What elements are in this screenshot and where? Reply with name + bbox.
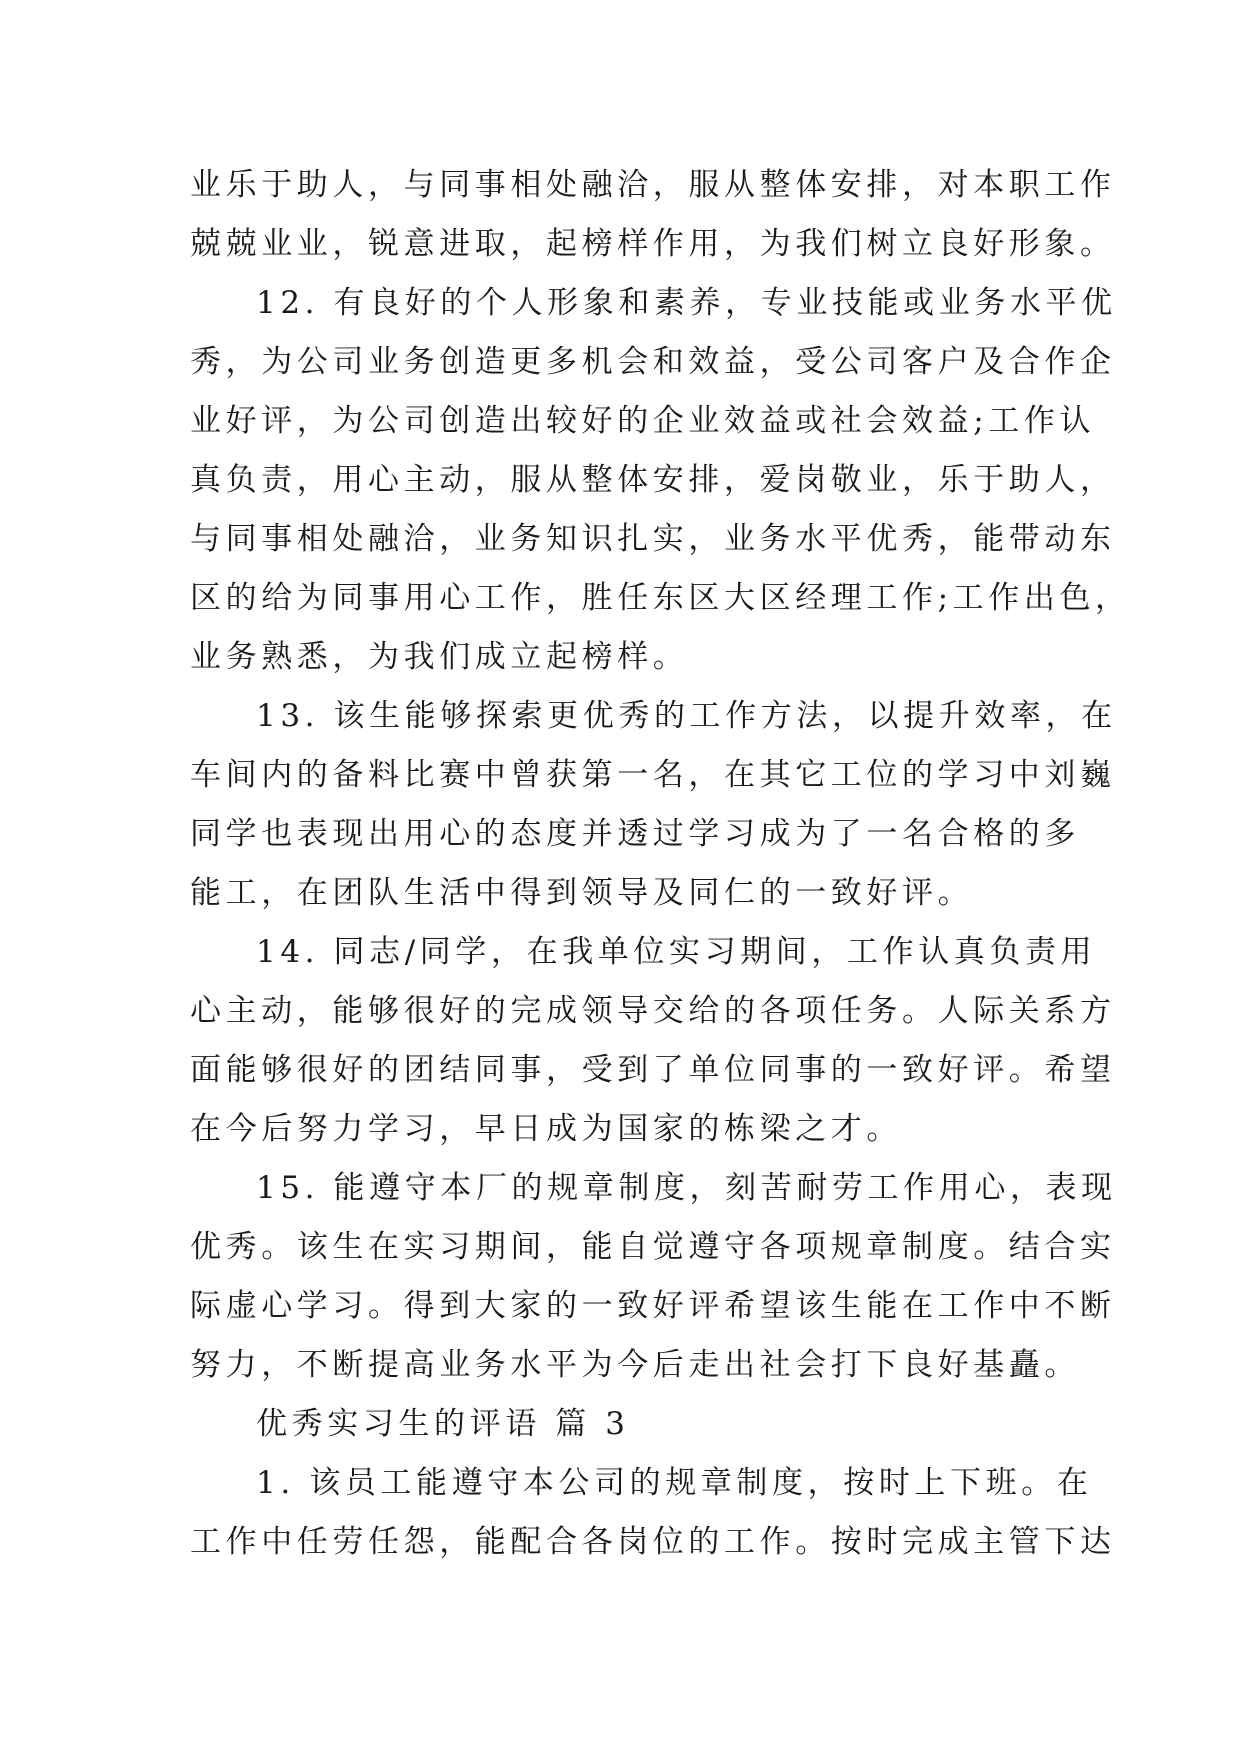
text-line: 优秀实习生的评语 篇 3 — [256, 1406, 630, 1442]
text-line: 秀，为公司业务创造更多机会和效益，受公司客户及合作企 — [190, 344, 1116, 380]
text-line: 14. 同志/同学，在我单位实习期间，工作认真负责用 — [256, 934, 1097, 970]
text-line: 优秀。该生在实习期间，能自觉遵守各项规章制度。结合实 — [190, 1229, 1116, 1265]
text-line: 13. 该生能够探索更优秀的工作方法，以提升效率，在 — [256, 698, 1117, 734]
document-body — [190, 156, 1131, 1572]
text-line: 在今后努力学习，早日成为国家的栋梁之才。 — [190, 1111, 902, 1147]
text-line: 面能够很好的团结同事，受到了单位同事的一致好评。希望 — [190, 1052, 1116, 1088]
text-line: 兢兢业业，锐意进取，起榜样作用，为我们树立良好形象。 — [190, 226, 1116, 262]
text-line: 12. 有良好的个人形象和素养，专业技能或业务水平优 — [256, 285, 1117, 321]
text-line: 能工，在团队生活中得到领导及同仁的一致好评。 — [190, 875, 974, 911]
text-line: 业务熟悉，为我们成立起榜样。 — [190, 639, 689, 675]
text-line: 15. 能遵守本厂的规章制度，刻苦耐劳工作用心，表现 — [256, 1170, 1117, 1206]
text-line: 际虚心学习。得到大家的一致好评希望该生能在工作中不断 — [190, 1288, 1116, 1324]
text-line: 区的给为同事用心工作，胜任东区大区经理工作;工作出色， — [190, 580, 1131, 616]
text-line: 心主动，能够很好的完成领导交给的各项任务。人际关系方 — [190, 993, 1116, 1029]
text-line: 真负责，用心主动，服从整体安排，爱岗敬业，乐于助人， — [190, 462, 1116, 498]
text-line: 与同事相处融洽，业务知识扎实，业务水平优秀，能带动东 — [190, 521, 1116, 557]
text-line: 业好评，为公司创造出较好的企业效益或社会效益;工作认 — [190, 403, 1096, 439]
text-line: 努力，不断提高业务水平为今后走出社会打下良好基矗。 — [190, 1347, 1080, 1383]
text-line: 业乐于助人，与同事相处融洽，服从整体安排，对本职工作 — [190, 167, 1116, 203]
text-line: 车间内的备料比赛中曾获第一名，在其它工位的学习中刘巍 — [190, 757, 1116, 793]
text-line: 工作中任劳任怨，能配合各岗位的工作。按时完成主管下达 — [190, 1524, 1116, 1560]
text-line: 1. 该员工能遵守本公司的规章制度，按时上下班。在 — [256, 1465, 1093, 1501]
text-line: 同学也表现出用心的态度并透过学习成为了一名合格的多 — [190, 816, 1080, 852]
